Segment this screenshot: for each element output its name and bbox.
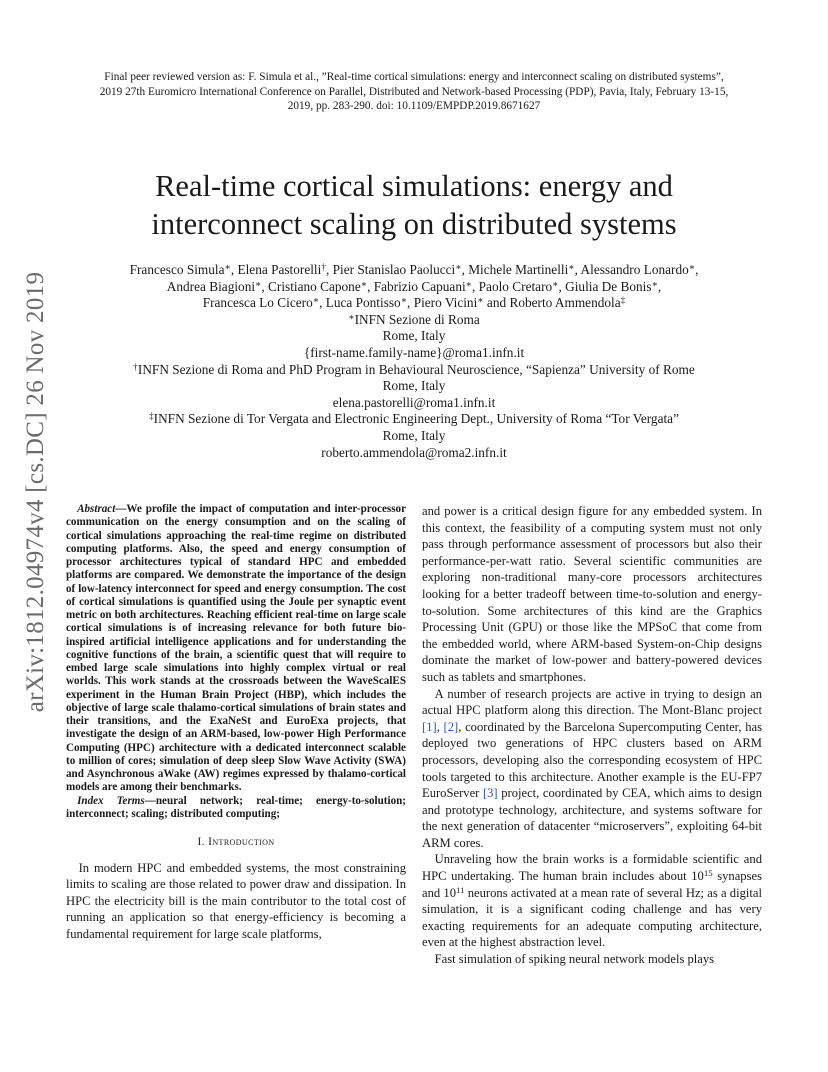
affiliation-city: Rome, Italy (382, 427, 446, 443)
title-line: interconnect scaling on distributed systems (151, 207, 677, 241)
paper-title (90, 167, 738, 243)
arxiv-sidebar-stamp (12, 271, 60, 713)
affiliation-name: ∗INFN Sezione di Roma (348, 311, 480, 327)
title-line: Real-time cortical simulations: energy and (155, 169, 673, 203)
index-terms-label: Index Terms (77, 794, 145, 807)
right-column (422, 503, 762, 968)
citation-link[interactable]: [3] (482, 786, 498, 801)
abstract (66, 503, 406, 795)
affiliation-email: elena.pastorelli@roma1.infn.it (332, 394, 496, 410)
notice-line: 2019, pp. 283-290. doi: 10.1109/EMPDP.2019.8671627 (287, 100, 541, 112)
body-paragraph: A number of research projects are active in trying to design an actual HPC platform along this direction. The Mont-Blanc project [1], [2], coordinated by the Barcelona Supercomputing Center, has deployed two generations of HPC clusters based on ARM processors, developing also the corresponding ecosystem of HPC tools targeted to this architecture. Another example is the EU-FP7 EuroServer [3] project, coordinated by CEA, which aims to design and prototype technology, architecture, and systems software for the next generation of datacenter “microservers”, exploiting 64-bit ARM cores. (422, 686, 762, 850)
affiliation-city: Rome, Italy (382, 378, 446, 394)
section-heading: I. Introduction (197, 836, 275, 848)
body-paragraph: Fast simulation of spiking neural network models plays (434, 952, 715, 967)
author-line: Francesca Lo Cicero∗, Luca Pontisso∗, Piero Vicini∗ and Roberto Ammendola‡ (202, 295, 626, 311)
affiliation-email: roberto.ammendola@roma2.infn.it (321, 444, 507, 460)
affiliation-city: Rome, Italy (382, 328, 446, 344)
abstract-text: —We profile the impact of computation and inter-processor communication on the energy consumption and on the scaling of cortical simulations approaching the real-time regime on distributed computing platforms. Also, the speed and energy consumption of processor architectures typical of standard HPC and embedded platforms are compared. We demonstrate the importance of the design of low-latency interconnect for speed and energy consumption. The cost of cortical simulations is quantified using the Joule per synaptic event metric on both architectures. Reaching efficient real-time on large scale cortical simulations is of increasing relevance for both future bio-inspired artificial intelligence applications and for understanding the cognitive functions of the brain, a scientific quest that will require to embed large scale simulations into highly complex virtual or real worlds. This work stands at the crossroads between the WaveScalES experiment in the Human Brain Project (HBP), which includes the objective of large scale thalamo-cortical simulations of brain states and their transitions, and the ExaNeSt and EuroExa projects, that investigate the design of an ARM-based, low-power High Performance Computing (HPC) architecture with a dedicated interconnect scalable to million of cores; simulation of deep sleep Slow Wave Activity (SWA) and Asynchronous aWake (AW) regimes expressed by thalamo-cortical models are among their benchmarks. (66, 503, 406, 794)
author-block (70, 262, 758, 461)
body-paragraph: In modern HPC and embedded systems, the most constraining limits to scaling are those related to power draw and dissipation. In HPC the electricity bill is the main contributor to the total cost of running an application so that energy-efficiency is becoming a fundamental requirement for large scale platforms, (66, 860, 406, 941)
body-paragraph: and power is a critical design figure for any embedded system. In this context, the feasibility of a computing system must not only pass through performance assessment of processors but also their performance-per-watt ratio. Several scientific communities are exploring non-traditional many-core processors architectures looking for a better tradeoff between time-to-solution and energy-to-solution. Some architectures of this kind are the Graphics Processing Unit (GPU) or those like the MPSoC that come from the embedded world, where ARM-based System-on-Chip designs dominate the market of low-power and battery-powered devices such as tablets and smartphones. (422, 504, 762, 684)
arxiv-identifier: arXiv:1812.04974v4 [cs.DC] 26 Nov 2019 (22, 271, 49, 713)
affiliation-name: ‡INFN Sezione di Tor Vergata and Electronic Engineering Dept., University of Roma “Tor Vergata” (149, 411, 679, 427)
author-line: Andrea Biagioni∗, Cristiano Capone∗, Fabrizio Capuani∗, Paolo Cretaro∗, Giulia De Bonis∗, (166, 278, 662, 294)
index-terms (66, 795, 406, 822)
notice-line: 2019 27th Euromicro International Conference on Parallel, Distributed and Network-based Processing (PDP), Pavia, Italy, February 13-15, (99, 85, 729, 98)
left-column (66, 503, 406, 943)
citation-link[interactable]: [1] (422, 719, 437, 734)
notice-line: Final peer reviewed version as: F. Simula et al., ”Real-time cortical simulations: energy and interconnect scaling on distributed systems”, (104, 71, 724, 83)
author-line: Francesco Simula∗, Elena Pastorelli†, Pier Stanislao Paolucci∗, Michele Martinelli∗, Alessandro Lonardo∗, (129, 262, 699, 277)
index-terms-text: —neural network; real-time; energy-to-solution; interconnect; scaling; distributed computing; (66, 794, 406, 820)
body-paragraph: Unraveling how the brain works is a formidable scientific and HPC undertaking. The human brain includes about $10^{15}$ synapses and $10^{11}$ neurons activated at a mean rate of several Hz; as a digital simulation, it is a significant coding challenge and has very exacting requirements for an adequate computing architecture, even at the highest abstraction level. (422, 852, 762, 950)
affiliation-name: †INFN Sezione di Roma and PhD Program in Behavioural Neuroscience, “Sapienza” University of Rome (133, 361, 695, 377)
affiliation-email: {first-name.family-name}@roma1.infn.it (303, 344, 525, 360)
publication-notice (60, 70, 768, 114)
abstract-label: Abstract (77, 503, 116, 515)
citation-link[interactable]: [2] (443, 719, 459, 734)
